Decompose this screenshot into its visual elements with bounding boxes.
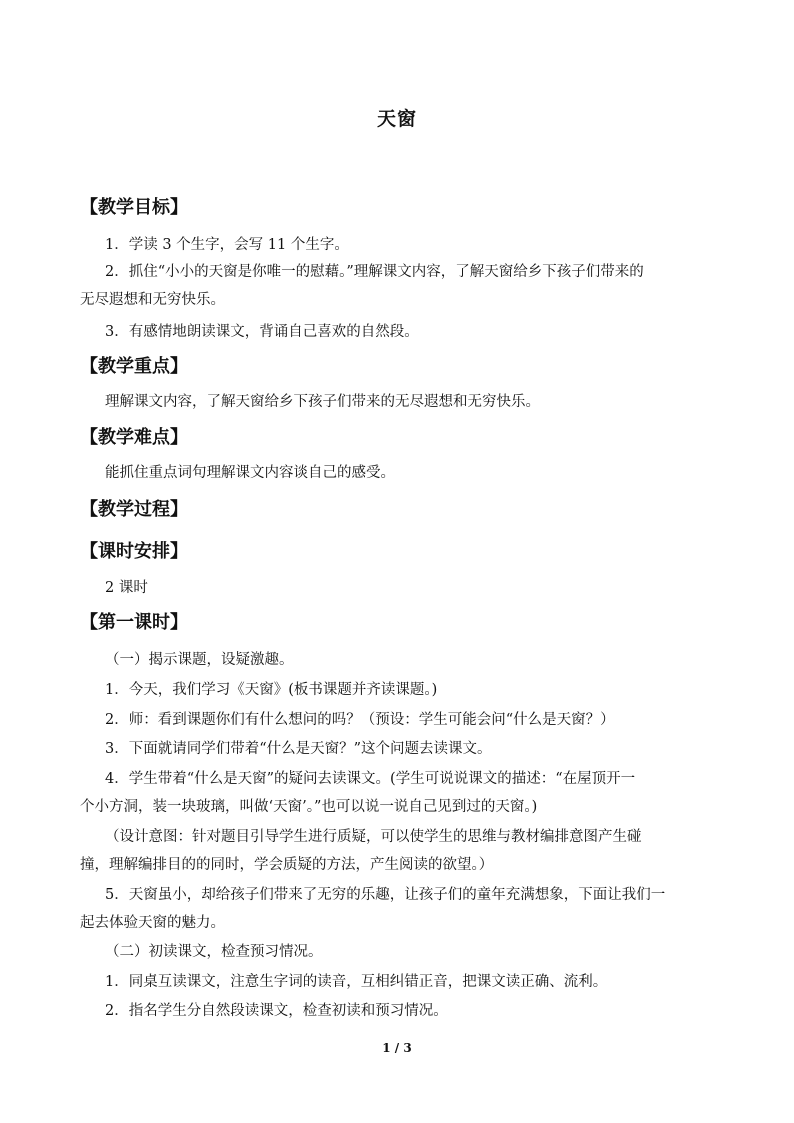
lesson-line-4: 3．下面就请同学们带着“什么是天窗？”这个问题去读课文。 (105, 741, 492, 757)
key-points-text: 理解课文内容，了解天窗给乡下孩子们带来的无尽遐想和无穷快乐。 (105, 394, 540, 410)
goal-item-3: 3．有感情地朗读课文，背诵自己喜欢的自然段。 (105, 324, 419, 340)
lesson-line-6-continued: 起去体验天窗的魅力。 (80, 915, 225, 931)
goal-item-2-continued: 无尽遐想和无穷快乐。 (80, 292, 225, 308)
heading-teaching-process: 【教学过程】 (80, 499, 188, 520)
heading-schedule: 【课时安排】 (80, 541, 188, 562)
heading-key-points: 【教学重点】 (80, 356, 188, 377)
lesson-line-8: 2．指名学生分自然段读课文，检查初读和预习情况。 (105, 1003, 448, 1019)
design-intent-line-1: （设计意图：针对题目引导学生进行质疑，可以使学生的思维与教材编排意图产生碰 (105, 829, 642, 845)
goal-item-2: 2．抓住“小小的天窗是你唯一的慰藉。”理解课文内容，了解天窗给乡下孩子们带来的 (105, 264, 644, 280)
design-intent-line-2: 撞，理解编排目的的同时，学会质疑的方法，产生阅读的欲望。） (80, 857, 494, 873)
heading-difficulties: 【教学难点】 (80, 427, 188, 448)
difficulties-text: 能抓住重点词句理解课文内容谈自己的感受。 (105, 465, 395, 481)
heading-teaching-goals: 【教学目标】 (80, 197, 188, 218)
schedule-text: 2 课时 (105, 580, 148, 596)
lesson-line-2: 1．今天，我们学习《天窗》(板书课题并齐读课题。) (105, 682, 438, 698)
lesson-line-5: 4．学生带着“什么是天窗”的疑问去读课文。(学生可说说课文的描述：“在屋顶开一 (105, 771, 636, 787)
lesson-line-1: （一）揭示课题，设疑激趣。 (105, 652, 294, 668)
page-number: 1 / 3 (382, 1041, 412, 1055)
goal-item-1: 1．学读 3 个生字，会写 11 个生字。 (105, 237, 349, 253)
lesson-line-7: 1．同桌互读课文，注意生字词的读音，互相纠错正音，把课文读正确、流利。 (105, 974, 608, 990)
lesson-line-5-continued: 个小方洞，装一块玻璃，叫做‘天窗’。”也可以说一说自己见到过的天窗。) (80, 799, 538, 815)
lesson-line-3: 2．师：看到课题你们有什么想问的吗？（预设：学生可能会问“什么是天窗？） (105, 712, 615, 728)
heading-first-lesson: 【第一课时】 (80, 612, 188, 633)
subsection-heading-2: （二）初读课文，检查预习情况。 (105, 944, 323, 960)
document-title: 天窗 (376, 108, 417, 130)
lesson-line-6: 5．天窗虽小，却给孩子们带来了无穷的乐趣，让孩子们的童年充满想象，下面让我们一 (105, 887, 666, 903)
